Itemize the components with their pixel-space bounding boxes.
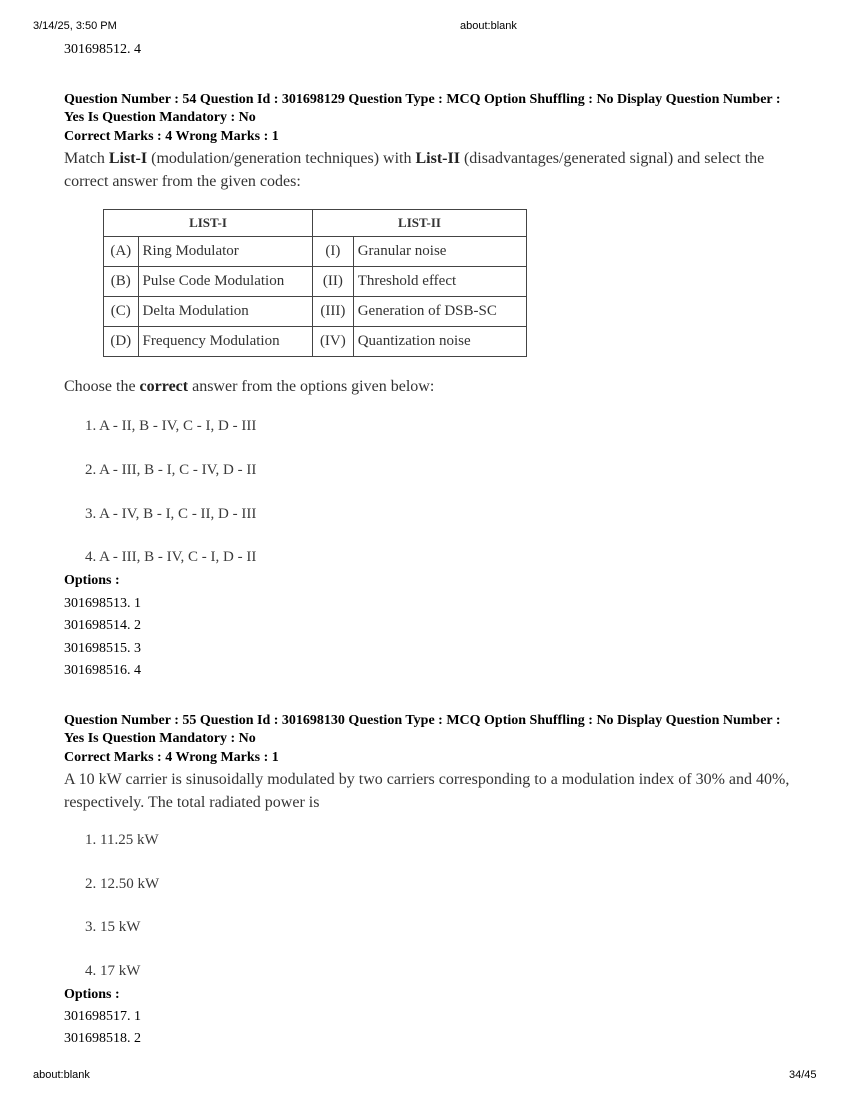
q54-option-id-4: 301698516. 4	[64, 663, 141, 678]
q55-meta: Question Number : 55 Question Id : 301698130 Question Type : MCQ Option Shuffling : No Display Question Number : Yes Is Question Mandatory : No	[64, 713, 781, 746]
list1-label: (A)	[104, 237, 139, 267]
list1-item: Ring Modulator	[138, 237, 312, 267]
q55-marks: Correct Marks : 4 Wrong Marks : 1	[64, 750, 279, 765]
prev-option-id: 301698512. 4	[64, 42, 141, 57]
list2-item: Quantization noise	[353, 327, 526, 357]
list2-label: (III)	[313, 297, 354, 327]
list1-label: (B)	[104, 267, 139, 297]
q55-option-id-2: 301698518. 2	[64, 1031, 141, 1046]
q54-option-id-3: 301698515. 3	[64, 641, 141, 656]
list2-item: Threshold effect	[353, 267, 526, 297]
list2-header: LIST-II	[313, 210, 527, 237]
page-number: 34/45	[789, 1069, 817, 1081]
q55-choice-3: 3. 15 kW	[85, 919, 141, 935]
list1-header: LIST-I	[104, 210, 313, 237]
q55-options-label: Options :	[64, 987, 120, 1002]
q54-marks: Correct Marks : 4 Wrong Marks : 1	[64, 129, 279, 144]
footer-url: about:blank	[33, 1069, 90, 1081]
table-row	[104, 267, 527, 297]
list1-item: Delta Modulation	[138, 297, 312, 327]
q54-choice-2: 2. A - III, B - I, C - IV, D - II	[85, 462, 257, 478]
q54-options-label: Options :	[64, 573, 120, 588]
q54-question-text: Match List-I (modulation/generation techniques) with List-II (disadvantages/generated signal) and select the correct answer from the given codes:	[64, 150, 765, 190]
list1-label: (D)	[104, 327, 139, 357]
q54-meta: Question Number : 54 Question Id : 301698129 Question Type : MCQ Option Shuffling : No Display Question Number : Yes Is Question Mandatory : No	[64, 92, 781, 125]
match-table	[103, 209, 527, 357]
q55-choice-2: 2. 12.50 kW	[85, 876, 160, 892]
list1-label: (C)	[104, 297, 139, 327]
list2-label: (IV)	[313, 327, 354, 357]
q55-question-text: A 10 kW carrier is sinusoidally modulated by two carriers corresponding to a modulation index of 30% and 40%, respectively. The total radiated power is	[64, 771, 790, 811]
print-datetime: 3/14/25, 3:50 PM	[33, 20, 117, 32]
q54-option-id-1: 301698513. 1	[64, 596, 141, 611]
q54-choice-1: 1. A - II, B - IV, C - I, D - III	[85, 418, 257, 434]
list2-item: Granular noise	[353, 237, 526, 267]
match-table-header	[104, 210, 527, 237]
table-row	[104, 327, 527, 357]
print-url: about:blank	[460, 20, 517, 32]
q55-choice-4: 4. 17 kW	[85, 963, 141, 979]
q54-option-id-2: 301698514. 2	[64, 618, 141, 633]
list2-label: (I)	[313, 237, 354, 267]
q54-choose-instruction: Choose the correct answer from the options given below:	[64, 378, 435, 395]
list2-label: (II)	[313, 267, 354, 297]
q54-choice-4: 4. A - III, B - IV, C - I, D - II	[85, 549, 257, 565]
table-row	[104, 297, 527, 327]
list2-item: Generation of DSB-SC	[353, 297, 526, 327]
q55-choice-1: 1. 11.25 kW	[85, 832, 159, 848]
table-row	[104, 237, 527, 267]
q55-option-id-1: 301698517. 1	[64, 1009, 141, 1024]
q54-choice-3: 3. A - IV, B - I, C - II, D - III	[85, 506, 257, 522]
list1-item: Pulse Code Modulation	[138, 267, 312, 297]
list1-item: Frequency Modulation	[138, 327, 312, 357]
